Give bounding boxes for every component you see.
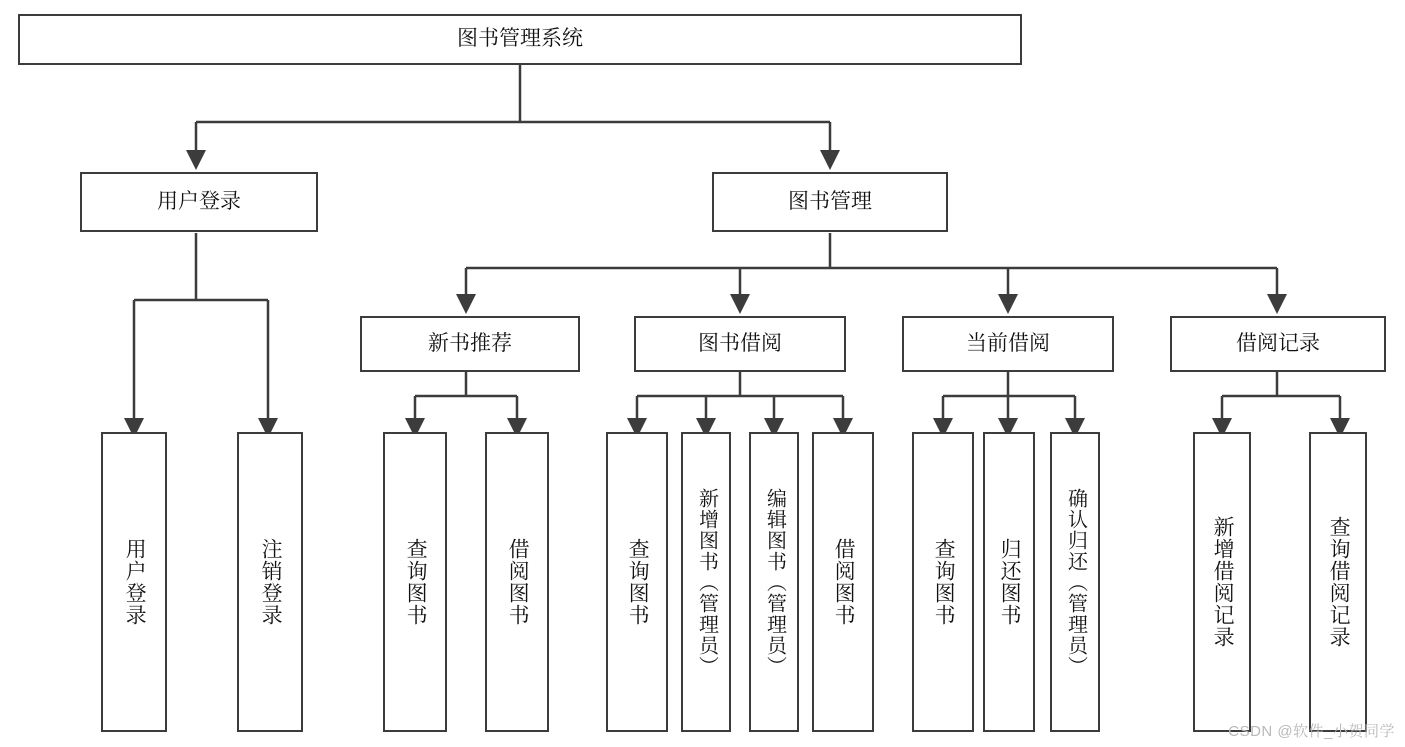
node-borrow-record-label: 借阅记录 (1236, 331, 1320, 355)
leaf-newbook-borrow-book-label: 借阅图书 (506, 538, 530, 626)
leaf-borrow-query-book-label: 查询图书 (626, 538, 650, 626)
leaf-borrow-add-book[interactable] (681, 432, 731, 732)
node-root[interactable] (18, 14, 1022, 65)
node-current-borrow[interactable] (902, 316, 1114, 372)
leaf-borrow-borrow-book-label: 借阅图书 (832, 538, 856, 626)
leaf-current-return-book-label: 归还图书 (998, 538, 1022, 626)
leaf-borrow-borrow-book[interactable] (812, 432, 874, 732)
leaf-borrow-edit-book[interactable] (749, 432, 799, 732)
node-borrow-record[interactable] (1170, 316, 1386, 372)
leaf-borrow-add-book-label: 新增图书（管理员） (695, 487, 718, 677)
leaf-newbook-query-book-label: 查询图书 (404, 538, 428, 626)
leaf-user-login-label: 用户登录 (123, 538, 147, 626)
leaf-record-add-record-label: 新增借阅记录 (1211, 516, 1235, 648)
leaf-current-query-book[interactable] (912, 432, 974, 732)
leaf-logout[interactable] (237, 432, 303, 732)
node-book-management-label: 图书管理 (788, 189, 872, 213)
leaf-current-return-book[interactable] (983, 432, 1035, 732)
node-root-label: 图书管理系统 (457, 27, 583, 51)
leaf-current-query-book-label: 查询图书 (932, 538, 956, 626)
watermark: CSDN @软件_小贺同学 (1228, 723, 1395, 740)
leaf-user-login[interactable] (101, 432, 167, 732)
leaf-record-query-record-label: 查询借阅记录 (1327, 516, 1351, 648)
leaf-newbook-borrow-book[interactable] (485, 432, 549, 732)
leaf-logout-label: 注销登录 (259, 538, 283, 626)
leaf-current-confirm-return[interactable] (1050, 432, 1100, 732)
node-book-borrow-label: 图书借阅 (698, 331, 782, 355)
leaf-record-add-record[interactable] (1193, 432, 1251, 732)
leaf-borrow-query-book[interactable] (606, 432, 668, 732)
node-user-login[interactable] (80, 172, 318, 232)
node-new-book-recommend-label: 新书推荐 (428, 331, 512, 355)
node-current-borrow-label: 当前借阅 (966, 331, 1050, 355)
node-book-management[interactable] (712, 172, 948, 232)
leaf-record-query-record[interactable] (1309, 432, 1367, 732)
node-user-login-label: 用户登录 (157, 189, 241, 213)
leaf-newbook-query-book[interactable] (383, 432, 447, 732)
node-book-borrow[interactable] (634, 316, 846, 372)
leaf-borrow-edit-book-label: 编辑图书（管理员） (763, 487, 786, 677)
leaf-current-confirm-return-label: 确认归还（管理员） (1064, 487, 1087, 677)
node-new-book-recommend[interactable] (360, 316, 580, 372)
